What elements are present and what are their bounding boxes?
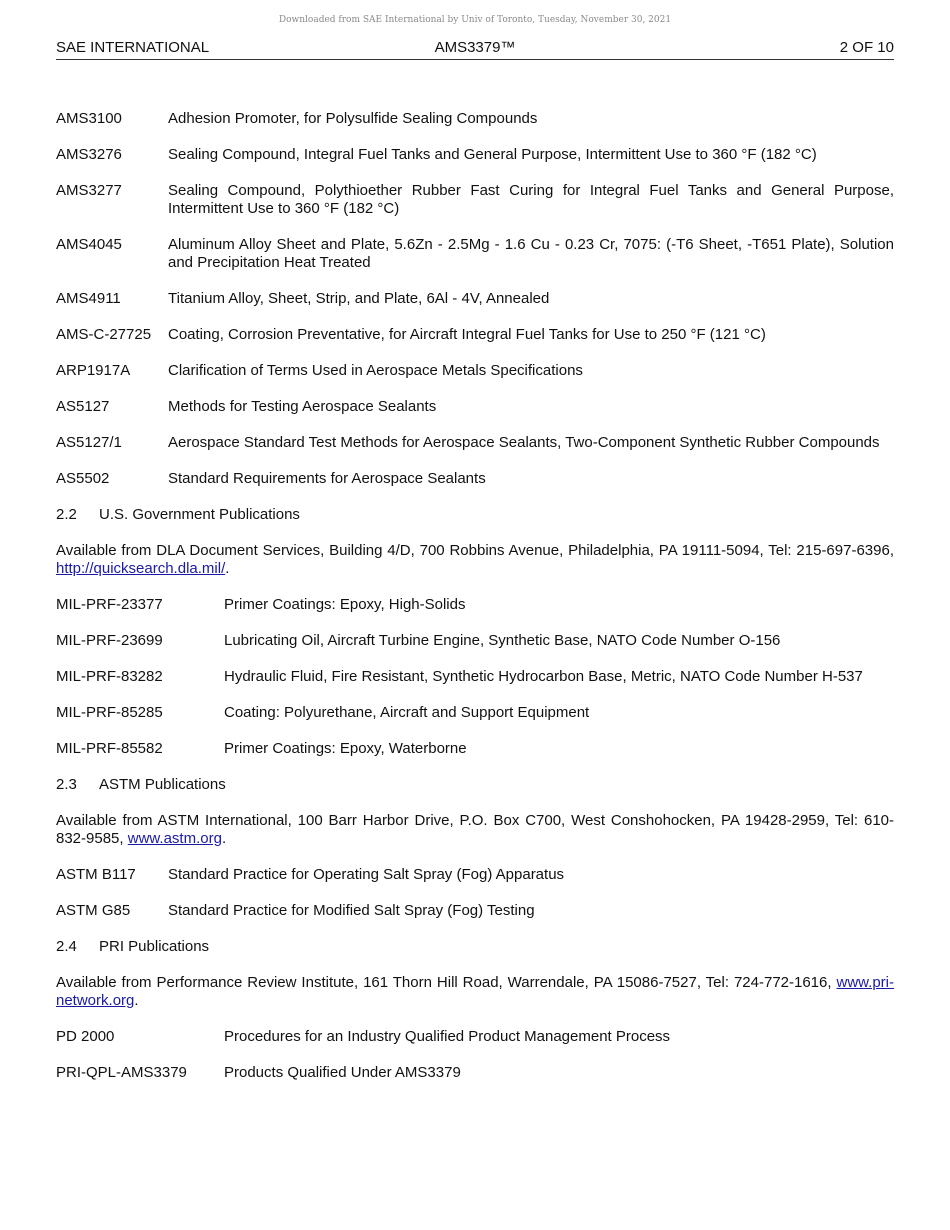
reference-code: AS5127 <box>56 398 110 415</box>
reference-code: AMS-C-27725 <box>56 326 152 343</box>
availability-paragraph <box>56 542 894 578</box>
reference-row <box>56 1028 894 1046</box>
sae-reference-list <box>56 110 894 488</box>
reference-title: Clarification of Terms Used in Aerospace Metals Specifications <box>168 362 583 379</box>
reference-title: Standard Practice for Operating Salt Spray (Fog) Apparatus <box>168 866 565 883</box>
reference-title: Adhesion Promoter, for Polysulfide Sealing Compounds <box>168 110 538 127</box>
reference-row <box>56 1064 894 1082</box>
download-watermark: Downloaded from SAE International by Univ of Toronto, Tuesday, November 30, 2021 <box>278 15 672 25</box>
availability-text: Available from ASTM International, 100 Barr Harbor Drive, P.O. Box C700, West Conshohocken, PA 19428-2959, Tel: 610-832-9585, <box>56 812 894 847</box>
reference-row <box>56 362 894 380</box>
reference-title: Titanium Alloy, Sheet, Strip, and Plate, 6Al - 4V, Annealed <box>168 290 550 307</box>
reference-row <box>56 668 894 686</box>
reference-row <box>56 866 894 884</box>
reference-row <box>56 470 894 488</box>
reference-code: MIL-PRF-85285 <box>56 704 163 721</box>
availability-paragraph <box>56 974 894 1010</box>
reference-row <box>56 740 894 758</box>
reference-row <box>56 434 894 452</box>
reference-code: PD 2000 <box>56 1028 115 1045</box>
section-heading-2-3 <box>56 776 894 794</box>
period: . <box>134 992 139 1009</box>
reference-row <box>56 290 894 308</box>
pri-link[interactable]: www.pri-network.org <box>56 974 894 1009</box>
section-number: 2.3 <box>56 776 77 793</box>
reference-code: ASTM B117 <box>56 866 136 883</box>
section-number: 2.2 <box>56 506 77 523</box>
reference-row <box>56 146 894 164</box>
reference-code: AS5502 <box>56 470 110 487</box>
header-doc-number: AMS3379™ <box>434 39 516 56</box>
reference-row <box>56 398 894 416</box>
reference-title: Sealing Compound, Polythioether Rubber Fast Curing for Integral Fuel Tanks and General Purpose, Intermittent Use to 360 °F (182 °C) <box>168 182 894 217</box>
reference-title: Hydraulic Fluid, Fire Resistant, Synthetic Hydrocarbon Base, Metric, NATO Code Number H-537 <box>224 668 863 685</box>
reference-title: Coating, Corrosion Preventative, for Aircraft Integral Fuel Tanks for Use to 250 °F (121 °C) <box>168 326 766 343</box>
reference-code: MIL-PRF-83282 <box>56 668 163 685</box>
reference-code: AMS3100 <box>56 110 122 127</box>
dla-link[interactable]: http://quicksearch.dla.mil/ <box>56 560 226 577</box>
reference-title: Standard Practice for Modified Salt Spray (Fog) Testing <box>168 902 535 919</box>
reference-code: AMS3277 <box>56 182 122 199</box>
section-heading-2-4 <box>56 938 894 956</box>
reference-code: MIL-PRF-85582 <box>56 740 163 757</box>
reference-row <box>56 704 894 722</box>
reference-row <box>56 596 894 614</box>
reference-code: AMS4911 <box>56 290 121 307</box>
reference-title: Sealing Compound, Integral Fuel Tanks and General Purpose, Intermittent Use to 360 °F (182 °C) <box>168 146 817 163</box>
reference-title: Coating: Polyurethane, Aircraft and Support Equipment <box>224 704 590 721</box>
period: . <box>225 560 230 577</box>
reference-code: AMS3276 <box>56 146 122 163</box>
availability-text: Available from Performance Review Institute, 161 Thorn Hill Road, Warrendale, PA 15086-7527, Tel: 724-772-1616, <box>56 974 837 991</box>
pri-reference-list <box>56 1028 894 1082</box>
reference-row <box>56 110 894 128</box>
reference-title: Primer Coatings: Epoxy, High-Solids <box>224 596 466 613</box>
reference-title: Products Qualified Under AMS3379 <box>224 1064 461 1081</box>
section-number: 2.4 <box>56 938 77 955</box>
reference-row <box>56 236 894 272</box>
reference-code: ARP1917A <box>56 362 131 379</box>
astm-reference-list <box>56 866 894 920</box>
reference-title: Aerospace Standard Test Methods for Aerospace Sealants, Two-Component Synthetic Rubber Compounds <box>168 434 880 451</box>
reference-title: Lubricating Oil, Aircraft Turbine Engine, Synthetic Base, NATO Code Number O-156 <box>224 632 781 649</box>
reference-row <box>56 182 894 218</box>
reference-title: Procedures for an Industry Qualified Product Management Process <box>224 1028 671 1045</box>
section-heading-2-2 <box>56 506 894 524</box>
reference-code: ASTM G85 <box>56 902 131 919</box>
astm-link[interactable]: www.astm.org <box>127 830 222 847</box>
section-title: ASTM Publications <box>99 776 226 793</box>
reference-code: MIL-PRF-23377 <box>56 596 163 613</box>
header-page-number: 2 OF 10 <box>839 39 894 56</box>
reference-title: Standard Requirements for Aerospace Sealants <box>168 470 486 487</box>
reference-row <box>56 902 894 920</box>
reference-title: Primer Coatings: Epoxy, Waterborne <box>224 740 467 757</box>
page-header <box>56 39 894 60</box>
reference-code: PRI-QPL-AMS3379 <box>56 1064 187 1081</box>
reference-code: AS5127/1 <box>56 434 122 451</box>
government-reference-list <box>56 596 894 758</box>
reference-row <box>56 326 894 344</box>
header-org: SAE INTERNATIONAL <box>56 39 210 56</box>
reference-code: MIL-PRF-23699 <box>56 632 163 649</box>
reference-title: Aluminum Alloy Sheet and Plate, 5.6Zn - 2.5Mg - 1.6 Cu - 0.23 Cr, 7075: (-T6 Sheet, -T651 Plate), Solution and Precipitation Heat Treated <box>168 236 894 271</box>
reference-code: AMS4045 <box>56 236 122 253</box>
document-body <box>56 110 894 1100</box>
availability-text: Available from DLA Document Services, Building 4/D, 700 Robbins Avenue, Philadelphia, PA 19111-5094, Tel: 215-697-6396, <box>56 542 894 559</box>
availability-paragraph <box>56 812 894 848</box>
section-title: PRI Publications <box>99 938 210 955</box>
period: . <box>221 830 227 847</box>
section-title: U.S. Government Publications <box>99 506 300 523</box>
reference-row <box>56 632 894 650</box>
reference-title: Methods for Testing Aerospace Sealants <box>168 398 437 415</box>
